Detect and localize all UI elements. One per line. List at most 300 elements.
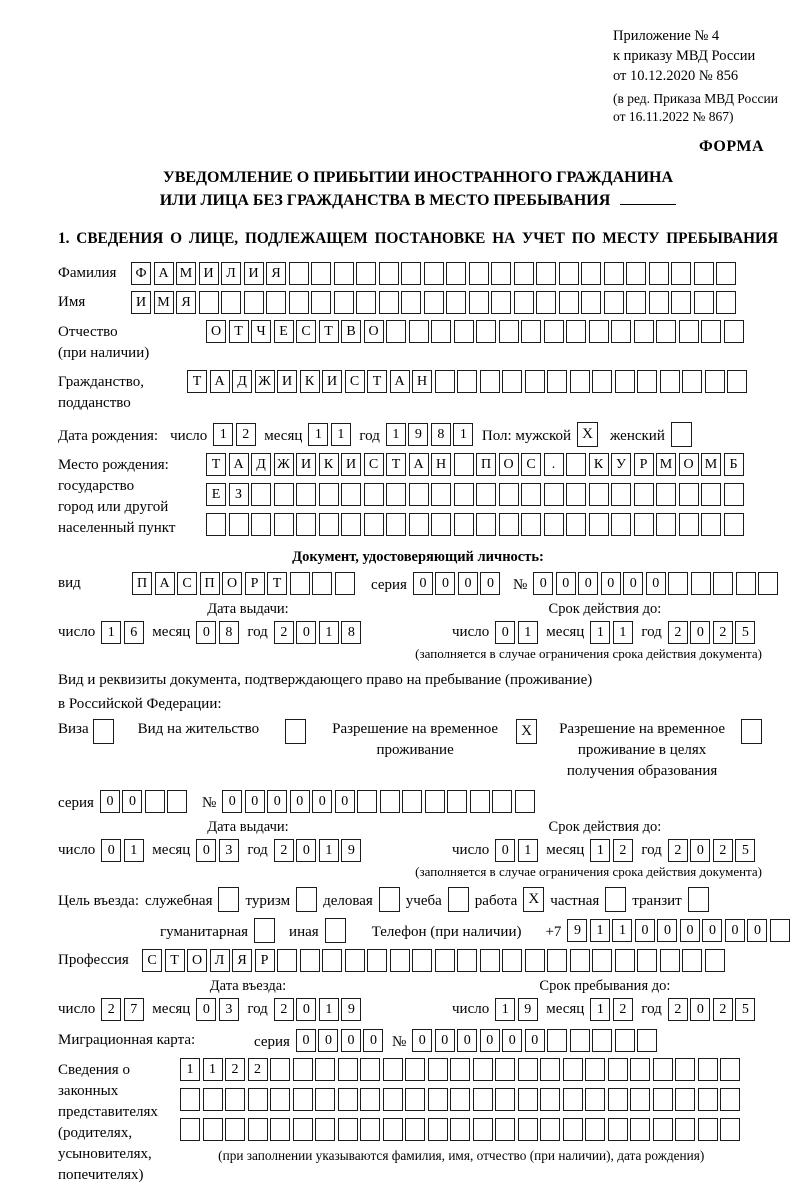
form-cell[interactable] [566, 320, 586, 343]
form-cell[interactable] [720, 1058, 740, 1081]
form-cell[interactable] [289, 291, 309, 314]
form-cell[interactable]: 0 [196, 839, 216, 862]
form-cell[interactable] [380, 790, 400, 813]
form-cell[interactable] [630, 1118, 650, 1141]
form-cell[interactable] [266, 291, 286, 314]
form-cell[interactable]: О [206, 320, 226, 343]
form-cell[interactable] [637, 1029, 657, 1052]
form-cell[interactable]: 1 [518, 839, 538, 862]
form-cell[interactable]: 1 [203, 1058, 223, 1081]
form-cell[interactable]: . [544, 453, 564, 476]
form-cell[interactable] [386, 483, 406, 506]
form-cell[interactable] [450, 1088, 470, 1111]
form-cell[interactable]: Ф [131, 262, 151, 285]
form-cell[interactable] [634, 483, 654, 506]
form-cell[interactable]: 2 [236, 423, 256, 446]
form-cell[interactable]: 1 [319, 839, 339, 862]
form-cell[interactable] [277, 949, 297, 972]
form-cell[interactable]: 1 [319, 998, 339, 1021]
form-cell[interactable]: 0 [495, 839, 515, 862]
form-cell[interactable]: 0 [578, 572, 598, 595]
form-cell[interactable] [296, 483, 316, 506]
form-cell[interactable]: А [390, 370, 410, 393]
form-cell[interactable] [341, 513, 361, 536]
form-cell[interactable] [409, 320, 429, 343]
form-cell[interactable] [290, 572, 310, 595]
form-cell[interactable] [450, 1118, 470, 1141]
form-cell[interactable] [428, 1118, 448, 1141]
form-cell[interactable] [615, 949, 635, 972]
form-cell[interactable] [476, 513, 496, 536]
form-cell[interactable]: Т [229, 320, 249, 343]
form-cell[interactable]: Р [245, 572, 265, 595]
form-cell[interactable]: И [322, 370, 342, 393]
form-cell[interactable]: 0 [495, 621, 515, 644]
form-cell[interactable]: 9 [567, 919, 587, 942]
form-cell[interactable] [713, 572, 733, 595]
form-cell[interactable] [206, 513, 226, 536]
form-cell[interactable] [270, 1058, 290, 1081]
form-cell[interactable] [383, 1058, 403, 1081]
form-cell[interactable]: С [364, 453, 384, 476]
form-cell[interactable] [367, 949, 387, 972]
form-cell[interactable] [589, 320, 609, 343]
form-cell[interactable]: 0 [480, 1029, 500, 1052]
form-cell[interactable] [559, 291, 579, 314]
form-cell[interactable] [724, 320, 744, 343]
form-cell[interactable]: П [200, 572, 220, 595]
form-cell[interactable] [390, 949, 410, 972]
form-cell[interactable] [457, 949, 477, 972]
form-cell[interactable] [145, 790, 165, 813]
checkbox-temp-permit-edu[interactable] [741, 719, 762, 744]
form-cell[interactable] [705, 949, 725, 972]
checkbox-study[interactable] [448, 887, 469, 912]
form-cell[interactable] [675, 1088, 695, 1111]
form-cell[interactable] [431, 320, 451, 343]
form-cell[interactable] [405, 1088, 425, 1111]
form-cell[interactable] [611, 483, 631, 506]
form-cell[interactable] [660, 949, 680, 972]
form-cell[interactable] [653, 1058, 673, 1081]
form-cell[interactable]: М [656, 453, 676, 476]
form-cell[interactable] [356, 291, 376, 314]
form-cell[interactable] [525, 949, 545, 972]
form-cell[interactable] [630, 1088, 650, 1111]
form-cell[interactable] [671, 291, 691, 314]
form-cell[interactable] [360, 1118, 380, 1141]
form-cell[interactable] [312, 572, 332, 595]
form-cell[interactable] [540, 1118, 560, 1141]
form-cell[interactable] [581, 291, 601, 314]
form-cell[interactable] [570, 1029, 590, 1052]
form-cell[interactable] [559, 262, 579, 285]
form-cell[interactable]: 0 [458, 572, 478, 595]
checkbox-residence-permit[interactable] [285, 719, 306, 744]
form-cell[interactable] [435, 370, 455, 393]
form-cell[interactable] [499, 513, 519, 536]
form-cell[interactable]: П [476, 453, 496, 476]
form-cell[interactable]: В [341, 320, 361, 343]
form-cell[interactable] [724, 513, 744, 536]
form-cell[interactable]: 1 [124, 839, 144, 862]
form-cell[interactable] [322, 949, 342, 972]
form-cell[interactable] [675, 1058, 695, 1081]
form-cell[interactable]: Ж [274, 453, 294, 476]
form-cell[interactable]: 0 [690, 998, 710, 1021]
form-cell[interactable] [626, 262, 646, 285]
form-cell[interactable]: 9 [341, 839, 361, 862]
form-cell[interactable] [679, 483, 699, 506]
form-cell[interactable] [521, 320, 541, 343]
form-cell[interactable] [570, 949, 590, 972]
form-cell[interactable] [698, 1118, 718, 1141]
form-cell[interactable] [360, 1058, 380, 1081]
form-cell[interactable] [221, 291, 241, 314]
form-cell[interactable]: К [319, 453, 339, 476]
form-cell[interactable]: 1 [308, 423, 328, 446]
form-cell[interactable] [724, 483, 744, 506]
form-cell[interactable] [563, 1088, 583, 1111]
form-cell[interactable] [668, 572, 688, 595]
form-cell[interactable]: 0 [533, 572, 553, 595]
form-cell[interactable]: А [210, 370, 230, 393]
form-cell[interactable] [679, 513, 699, 536]
form-cell[interactable] [412, 949, 432, 972]
form-cell[interactable]: 1 [495, 998, 515, 1021]
form-cell[interactable] [585, 1088, 605, 1111]
form-cell[interactable] [544, 483, 564, 506]
form-cell[interactable]: 0 [222, 790, 242, 813]
form-cell[interactable] [701, 320, 721, 343]
form-cell[interactable] [499, 483, 519, 506]
form-cell[interactable]: 0 [267, 790, 287, 813]
form-cell[interactable] [338, 1058, 358, 1081]
form-cell[interactable] [585, 1118, 605, 1141]
form-cell[interactable] [401, 291, 421, 314]
form-cell[interactable]: 0 [100, 790, 120, 813]
form-cell[interactable]: 0 [556, 572, 576, 595]
form-cell[interactable]: А [154, 262, 174, 285]
form-cell[interactable]: И [341, 453, 361, 476]
form-cell[interactable] [521, 513, 541, 536]
form-cell[interactable] [679, 320, 699, 343]
form-cell[interactable] [495, 1088, 515, 1111]
form-cell[interactable] [180, 1088, 200, 1111]
checkbox-transit[interactable] [688, 887, 709, 912]
checkbox-official[interactable] [218, 887, 239, 912]
form-cell[interactable] [425, 790, 445, 813]
form-cell[interactable]: Л [210, 949, 230, 972]
form-cell[interactable] [691, 572, 711, 595]
form-cell[interactable] [428, 1088, 448, 1111]
form-cell[interactable]: 0 [457, 1029, 477, 1052]
form-cell[interactable]: Я [232, 949, 252, 972]
form-cell[interactable] [379, 291, 399, 314]
form-cell[interactable] [446, 291, 466, 314]
form-cell[interactable] [716, 262, 736, 285]
form-cell[interactable]: 8 [431, 423, 451, 446]
form-cell[interactable] [626, 291, 646, 314]
form-cell[interactable] [480, 370, 500, 393]
form-cell[interactable]: М [701, 453, 721, 476]
form-cell[interactable]: 1 [518, 621, 538, 644]
form-cell[interactable]: Т [367, 370, 387, 393]
form-cell[interactable] [604, 291, 624, 314]
form-cell[interactable] [649, 291, 669, 314]
form-cell[interactable] [364, 483, 384, 506]
form-cell[interactable]: 0 [101, 839, 121, 862]
form-cell[interactable] [502, 949, 522, 972]
form-cell[interactable]: К [589, 453, 609, 476]
form-cell[interactable]: 0 [657, 919, 677, 942]
form-cell[interactable] [251, 483, 271, 506]
form-cell[interactable]: Д [251, 453, 271, 476]
form-cell[interactable] [428, 1058, 448, 1081]
checkbox-other[interactable] [325, 918, 346, 943]
form-cell[interactable]: 0 [413, 572, 433, 595]
form-cell[interactable]: 2 [274, 621, 294, 644]
form-cell[interactable]: С [296, 320, 316, 343]
form-cell[interactable]: 0 [747, 919, 767, 942]
form-cell[interactable] [637, 949, 657, 972]
form-cell[interactable] [225, 1088, 245, 1111]
checkbox-temp-permit[interactable]: X [516, 719, 537, 744]
form-cell[interactable] [476, 483, 496, 506]
form-cell[interactable]: 1 [101, 621, 121, 644]
form-cell[interactable]: З [229, 483, 249, 506]
form-cell[interactable]: 1 [590, 919, 610, 942]
form-cell[interactable] [518, 1058, 538, 1081]
form-cell[interactable]: О [364, 320, 384, 343]
form-cell[interactable] [334, 291, 354, 314]
form-cell[interactable] [405, 1118, 425, 1141]
form-cell[interactable] [431, 513, 451, 536]
form-cell[interactable]: 8 [341, 621, 361, 644]
form-cell[interactable]: 8 [219, 621, 239, 644]
form-cell[interactable]: 0 [702, 919, 722, 942]
form-cell[interactable] [335, 572, 355, 595]
form-cell[interactable] [615, 1029, 635, 1052]
form-cell[interactable] [248, 1088, 268, 1111]
form-cell[interactable]: Н [412, 370, 432, 393]
form-cell[interactable]: 2 [713, 998, 733, 1021]
form-cell[interactable] [167, 790, 187, 813]
form-cell[interactable] [469, 291, 489, 314]
form-cell[interactable]: К [300, 370, 320, 393]
form-cell[interactable] [656, 483, 676, 506]
form-cell[interactable] [435, 949, 455, 972]
form-cell[interactable]: 0 [296, 839, 316, 862]
form-cell[interactable] [357, 790, 377, 813]
form-cell[interactable] [521, 483, 541, 506]
form-cell[interactable] [319, 483, 339, 506]
form-cell[interactable]: 1 [590, 998, 610, 1021]
form-cell[interactable] [495, 1118, 515, 1141]
form-cell[interactable] [581, 262, 601, 285]
form-cell[interactable] [402, 790, 422, 813]
form-cell[interactable]: 1 [319, 621, 339, 644]
form-cell[interactable] [727, 370, 747, 393]
form-cell[interactable] [589, 513, 609, 536]
form-cell[interactable]: 0 [122, 790, 142, 813]
form-cell[interactable]: 0 [601, 572, 621, 595]
form-cell[interactable] [293, 1058, 313, 1081]
form-cell[interactable] [563, 1118, 583, 1141]
form-cell[interactable]: 9 [341, 998, 361, 1021]
form-cell[interactable] [570, 370, 590, 393]
form-cell[interactable] [518, 1118, 538, 1141]
form-cell[interactable] [653, 1118, 673, 1141]
form-cell[interactable] [386, 513, 406, 536]
form-cell[interactable]: И [296, 453, 316, 476]
form-cell[interactable]: Е [274, 320, 294, 343]
form-cell[interactable]: С [142, 949, 162, 972]
form-cell[interactable]: Т [165, 949, 185, 972]
form-cell[interactable] [300, 949, 320, 972]
form-cell[interactable] [701, 513, 721, 536]
form-cell[interactable] [334, 262, 354, 285]
form-cell[interactable] [608, 1088, 628, 1111]
form-cell[interactable] [476, 320, 496, 343]
form-cell[interactable] [758, 572, 778, 595]
form-cell[interactable]: 9 [408, 423, 428, 446]
form-cell[interactable] [431, 483, 451, 506]
form-cell[interactable]: 1 [613, 621, 633, 644]
form-cell[interactable] [360, 1088, 380, 1111]
form-cell[interactable] [338, 1118, 358, 1141]
checkbox-tourism[interactable] [296, 887, 317, 912]
form-cell[interactable]: 0 [296, 998, 316, 1021]
form-cell[interactable] [653, 1088, 673, 1111]
form-cell[interactable] [566, 453, 586, 476]
form-cell[interactable] [615, 370, 635, 393]
form-cell[interactable] [604, 262, 624, 285]
form-cell[interactable]: 0 [502, 1029, 522, 1052]
form-cell[interactable] [514, 291, 534, 314]
form-cell[interactable]: 0 [635, 919, 655, 942]
form-cell[interactable] [447, 790, 467, 813]
form-cell[interactable] [446, 262, 466, 285]
form-cell[interactable]: 3 [219, 998, 239, 1021]
form-cell[interactable] [660, 370, 680, 393]
form-cell[interactable] [454, 513, 474, 536]
form-cell[interactable]: 0 [335, 790, 355, 813]
form-cell[interactable]: А [409, 453, 429, 476]
form-cell[interactable] [514, 262, 534, 285]
checkbox-male[interactable]: X [577, 422, 598, 447]
form-cell[interactable] [608, 1118, 628, 1141]
form-cell[interactable] [454, 453, 474, 476]
form-cell[interactable] [611, 513, 631, 536]
form-cell[interactable] [315, 1118, 335, 1141]
form-cell[interactable]: Е [206, 483, 226, 506]
form-cell[interactable] [274, 513, 294, 536]
form-cell[interactable] [345, 949, 365, 972]
form-cell[interactable]: Т [206, 453, 226, 476]
form-cell[interactable]: 5 [735, 621, 755, 644]
checkbox-private[interactable] [605, 887, 626, 912]
form-cell[interactable]: Р [634, 453, 654, 476]
form-cell[interactable] [315, 1088, 335, 1111]
checkbox-humanitarian[interactable] [254, 918, 275, 943]
form-cell[interactable] [547, 949, 567, 972]
form-cell[interactable] [547, 370, 567, 393]
form-cell[interactable]: 1 [612, 919, 632, 942]
form-cell[interactable] [566, 513, 586, 536]
form-cell[interactable] [424, 262, 444, 285]
form-cell[interactable] [675, 1118, 695, 1141]
form-cell[interactable] [536, 262, 556, 285]
form-cell[interactable]: Б [724, 453, 744, 476]
form-cell[interactable] [592, 370, 612, 393]
form-cell[interactable] [383, 1118, 403, 1141]
form-cell[interactable] [356, 262, 376, 285]
form-cell[interactable] [244, 291, 264, 314]
form-cell[interactable] [656, 513, 676, 536]
form-cell[interactable] [671, 262, 691, 285]
form-cell[interactable]: 6 [124, 621, 144, 644]
form-cell[interactable] [720, 1088, 740, 1111]
form-cell[interactable] [379, 262, 399, 285]
form-cell[interactable] [199, 291, 219, 314]
form-cell[interactable] [536, 291, 556, 314]
form-cell[interactable]: Д [232, 370, 252, 393]
form-cell[interactable] [457, 370, 477, 393]
form-cell[interactable]: 0 [363, 1029, 383, 1052]
form-cell[interactable]: И [277, 370, 297, 393]
form-cell[interactable] [491, 291, 511, 314]
checkbox-work[interactable]: X [523, 887, 544, 912]
form-cell[interactable] [698, 1058, 718, 1081]
form-cell[interactable] [634, 513, 654, 536]
form-cell[interactable] [694, 291, 714, 314]
form-cell[interactable] [473, 1118, 493, 1141]
form-cell[interactable]: О [679, 453, 699, 476]
form-cell[interactable]: 0 [435, 572, 455, 595]
form-cell[interactable] [341, 483, 361, 506]
form-cell[interactable]: Я [176, 291, 196, 314]
form-cell[interactable] [656, 320, 676, 343]
form-cell[interactable] [547, 1029, 567, 1052]
form-cell[interactable] [701, 483, 721, 506]
form-cell[interactable]: 0 [646, 572, 666, 595]
form-cell[interactable] [502, 370, 522, 393]
form-cell[interactable]: 0 [623, 572, 643, 595]
form-cell[interactable]: 0 [296, 621, 316, 644]
form-cell[interactable]: 5 [735, 839, 755, 862]
form-cell[interactable] [705, 370, 725, 393]
form-cell[interactable] [592, 949, 612, 972]
form-cell[interactable] [454, 320, 474, 343]
form-cell[interactable] [634, 320, 654, 343]
form-cell[interactable] [637, 370, 657, 393]
form-cell[interactable]: 0 [435, 1029, 455, 1052]
form-cell[interactable]: Я [266, 262, 286, 285]
form-cell[interactable]: 2 [713, 839, 733, 862]
form-cell[interactable] [770, 919, 790, 942]
form-cell[interactable] [383, 1088, 403, 1111]
form-cell[interactable]: С [521, 453, 541, 476]
form-cell[interactable] [563, 1058, 583, 1081]
form-cell[interactable] [698, 1088, 718, 1111]
form-cell[interactable] [649, 262, 669, 285]
form-cell[interactable] [405, 1058, 425, 1081]
form-cell[interactable] [289, 262, 309, 285]
form-cell[interactable] [311, 291, 331, 314]
form-cell[interactable] [540, 1058, 560, 1081]
form-cell[interactable]: 7 [124, 998, 144, 1021]
